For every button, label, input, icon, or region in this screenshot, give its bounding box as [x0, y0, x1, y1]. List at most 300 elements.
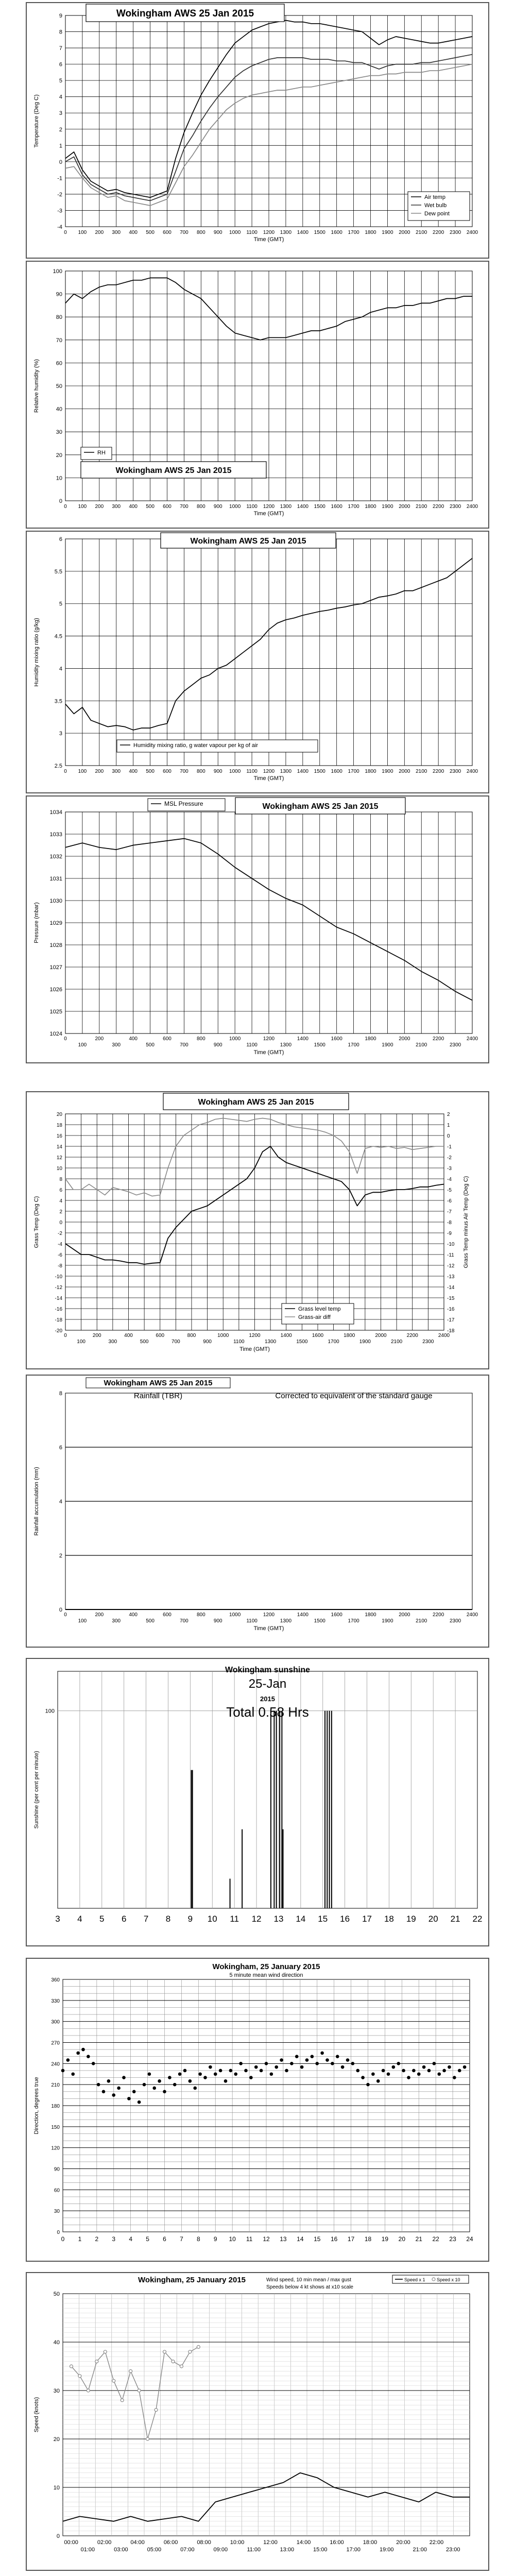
y-tick-label: 300: [51, 2019, 60, 2025]
x-tick-label: 1100: [246, 230, 258, 235]
x-tick-label: 10: [229, 2235, 236, 2243]
wind-direction-point: [437, 2072, 441, 2076]
x-tick-label: 1800: [365, 230, 376, 235]
y-tick-label: 5: [59, 601, 62, 607]
y-tick-label: 90: [56, 291, 62, 298]
chart-title: Wokingham sunshine: [225, 1666, 311, 1674]
x-tick-label: 14: [297, 2235, 304, 2243]
x-tick-label: 1900: [359, 1339, 371, 1345]
y-tick-label: 100: [45, 1708, 55, 1715]
x-tick-label: 700: [180, 769, 188, 774]
x-tick-label: 900: [213, 504, 222, 510]
y-tick-label: 16: [56, 1133, 62, 1139]
chart-title: Wokingham AWS 25 Jan 2015: [115, 466, 232, 475]
x-tick-label: 1700: [348, 230, 359, 235]
x-tick-label: 400: [124, 1333, 133, 1338]
wind-speed-x10-point: [146, 2437, 149, 2441]
y-tick-label: 1034: [49, 809, 62, 816]
x-tick-label: 2100: [391, 1339, 403, 1345]
x-tick-label: 2400: [466, 1036, 478, 1042]
y-tick-label: 30: [53, 2388, 60, 2394]
y-tick-label: 14: [56, 1144, 62, 1150]
wind-direction-point: [300, 2065, 304, 2069]
y-tick-label: 1032: [49, 854, 62, 860]
y-tick-label: 2: [59, 1553, 62, 1559]
x-tick-label: 400: [129, 230, 138, 235]
x-tick-label: 21: [450, 1914, 460, 1924]
wind-direction-point: [280, 2058, 283, 2062]
wind-direction-point: [66, 2058, 70, 2062]
y-tick-label: -4: [57, 224, 62, 230]
x-tick-label: 100: [78, 230, 87, 235]
legend-label: Grass level temp: [298, 1306, 341, 1312]
wind-direction-point: [183, 2069, 187, 2073]
x-tick-label: 400: [129, 769, 138, 774]
x-tick-label: 1900: [382, 504, 393, 510]
y-tick-label: 3.5: [54, 698, 62, 705]
legend-label: Dew point: [424, 211, 450, 217]
chart-note: Corrected to equivalent of the standard gauge: [275, 1392, 433, 1400]
x-tick-label: 1100: [233, 1339, 245, 1345]
wind-direction-point: [158, 2079, 161, 2083]
chart-subtitle: Wind speed, 10 min mean / max gust: [266, 2277, 352, 2283]
x-tick-label: 1800: [365, 504, 376, 510]
wind-direction-point: [336, 2055, 339, 2058]
x-tick-label: 23: [449, 2235, 456, 2243]
x-tick-label: 500: [146, 1618, 154, 1624]
x-tick-label: 22:00: [429, 2539, 444, 2546]
x-tick-label: 4: [129, 2235, 133, 2243]
wind-direction-point: [433, 2062, 436, 2065]
x-tick-label: 1700: [348, 504, 359, 510]
y-tick-label: 5: [59, 78, 62, 84]
x-tick-label: 600: [163, 230, 171, 235]
wind-direction-point: [71, 2072, 75, 2076]
x-tick-label: 1500: [314, 504, 325, 510]
x-tick-label: 2400: [466, 504, 478, 510]
y-tick-label: 0: [59, 498, 62, 504]
wind-direction-point: [290, 2062, 294, 2065]
chart-date: 25-Jan: [248, 1677, 287, 1691]
wind-direction-point: [203, 2076, 207, 2079]
x-tick-label: 2200: [433, 504, 444, 510]
wind-direction-point: [209, 2065, 212, 2069]
x-tick-label: 2300: [449, 1042, 461, 1048]
y-tick-label: -1: [57, 175, 62, 182]
wind-direction-point: [392, 2065, 396, 2069]
x-tick-label: 1900: [382, 769, 393, 774]
y-tick-label: 60: [54, 2188, 60, 2194]
wind-direction-point: [305, 2058, 309, 2062]
x-tick-label: 1500: [314, 1042, 325, 1048]
y-axis-label: Rainfall accumulation (mm): [33, 1467, 40, 1536]
y-tick-label: 70: [56, 337, 62, 344]
y-tick-label: 0: [59, 1220, 62, 1226]
y-tick-label: -17: [447, 1317, 455, 1323]
y-tick-label: -18: [55, 1317, 62, 1323]
wind-direction-point: [92, 2062, 95, 2065]
wind-direction-point: [382, 2069, 385, 2073]
x-tick-label: 2300: [449, 769, 461, 774]
x-tick-label: 08:00: [197, 2539, 211, 2546]
wind-direction-point: [387, 2072, 390, 2076]
y-axis-label: Grass Temp minus Air Temp (Deg C): [463, 1176, 469, 1268]
x-tick-label: 3: [55, 1914, 60, 1924]
wind-direction-point: [254, 2065, 258, 2069]
x-tick-label: 300: [112, 1042, 121, 1048]
x-tick-label: 19: [406, 1914, 416, 1924]
x-tick-label: 1500: [314, 1618, 325, 1624]
wind-direction-point: [127, 2097, 131, 2100]
x-tick-label: 03:00: [114, 2547, 128, 2553]
x-tick-label: 200: [95, 1612, 104, 1618]
x-tick-label: 600: [163, 769, 171, 774]
x-tick-label: 1400: [280, 1333, 292, 1338]
y-tick-label: -15: [447, 1296, 455, 1301]
x-tick-label: 16:00: [330, 2539, 344, 2546]
wind-direction-point: [361, 2076, 365, 2079]
x-tick-label: 1100: [246, 1042, 258, 1048]
x-tick-label: 1600: [331, 1036, 342, 1042]
y-tick-label: 180: [51, 2104, 60, 2109]
x-tick-label: 1800: [344, 1333, 355, 1338]
y-tick-label: -10: [55, 1274, 62, 1280]
x-tick-label: 13: [280, 2235, 287, 2243]
x-tick-label: 100: [77, 1339, 85, 1345]
wind-direction-point: [265, 2062, 268, 2065]
wind-direction-point: [107, 2079, 111, 2083]
mixing-ratio-chart: [27, 532, 488, 792]
y-tick-label: 40: [56, 406, 62, 413]
wind-direction-point: [198, 2072, 202, 2076]
x-tick-label: 8: [165, 1914, 171, 1924]
x-tick-label: 1500: [314, 769, 325, 774]
x-axis-label: Time (GMT): [253, 1049, 284, 1056]
y-tick-label: -4: [58, 1242, 62, 1247]
y-tick-label: 1027: [49, 964, 62, 971]
x-tick-label: 300: [112, 1618, 121, 1624]
x-tick-label: 3: [112, 2235, 116, 2243]
x-tick-label: 200: [95, 230, 104, 235]
x-tick-label: 1300: [280, 1042, 292, 1048]
wind-direction-point: [173, 2083, 177, 2087]
x-tick-label: 0: [64, 1036, 67, 1042]
y-tick-label: 120: [51, 2145, 60, 2151]
wind-direction-point: [346, 2058, 350, 2062]
wind-direction-point: [448, 2065, 451, 2069]
x-tick-label: 2100: [416, 1618, 427, 1624]
y-tick-label: -12: [55, 1285, 62, 1291]
wind-direction-point: [87, 2055, 90, 2058]
x-tick-label: 7: [180, 2235, 183, 2243]
x-tick-label: 15: [314, 2235, 321, 2243]
x-tick-label: 1900: [382, 230, 393, 235]
wind-direction-point: [219, 2069, 222, 2073]
x-tick-label: 1100: [246, 504, 258, 510]
x-tick-label: 2200: [433, 1036, 444, 1042]
x-tick-label: 17: [347, 2235, 355, 2243]
y-tick-label: 60: [56, 360, 62, 367]
x-tick-label: 0: [61, 2235, 65, 2243]
chart-total: Total 0.58 Hrs: [226, 1704, 309, 1720]
x-tick-label: 2100: [416, 769, 427, 774]
x-tick-label: 13: [273, 1914, 284, 1924]
pressure-chart-panel: [26, 795, 489, 1063]
x-tick-label: 2000: [399, 1612, 410, 1618]
y-axis-label: Temperature (Deg C): [33, 94, 40, 148]
x-tick-label: 500: [140, 1339, 149, 1345]
wind-direction-point: [97, 2083, 100, 2087]
y-tick-label: 2.5: [54, 763, 62, 769]
y-tick-label: 210: [51, 2082, 60, 2089]
x-tick-label: 13:00: [280, 2547, 295, 2553]
chart-title: Wokingham AWS 25 Jan 2015: [116, 8, 254, 19]
x-tick-label: 01:00: [80, 2547, 95, 2553]
y-tick-label: -8: [58, 1263, 62, 1269]
y-tick-label: 40: [53, 2340, 60, 2346]
chart-title: Wokingham AWS 25 Jan 2015: [198, 1097, 314, 1107]
x-tick-label: 11: [230, 1914, 239, 1924]
wind-speed-x10-point: [112, 2379, 115, 2382]
wind-direction-point: [163, 2090, 166, 2093]
y-tick-label: 360: [51, 1977, 60, 1983]
wind-direction-point: [417, 2072, 421, 2076]
wind-speed-x10-point: [95, 2360, 98, 2363]
x-tick-label: 100: [78, 1618, 87, 1624]
wind-speed-x10-point: [180, 2365, 183, 2368]
y-tick-label: 2: [59, 126, 62, 133]
x-tick-label: 800: [196, 769, 205, 774]
x-tick-label: 2100: [416, 230, 427, 235]
y-tick-label: 1: [59, 143, 62, 149]
wind-direction-point: [397, 2062, 400, 2065]
legend-box: [81, 447, 112, 460]
x-tick-label: 20:00: [396, 2539, 410, 2546]
y-tick-label: 1024: [49, 1031, 62, 1037]
y-tick-label: 1028: [49, 942, 62, 948]
y-tick-label: 100: [53, 268, 62, 275]
wind-direction-point: [148, 2072, 151, 2076]
y-tick-label: 0: [447, 1133, 450, 1139]
x-tick-label: 19:00: [380, 2547, 394, 2553]
x-tick-label: 800: [187, 1333, 196, 1338]
x-tick-label: 1300: [280, 230, 292, 235]
x-tick-label: 09:00: [213, 2547, 228, 2553]
x-tick-label: 0: [64, 1333, 67, 1338]
wind-direction-point: [152, 2087, 156, 2090]
x-tick-label: 200: [95, 504, 104, 510]
y-axis-label: Sunshine (per cent per minute): [33, 1751, 40, 1829]
y-tick-label: 1033: [49, 832, 62, 838]
y-tick-label: 18: [56, 1123, 62, 1128]
x-tick-label: 1100: [246, 1618, 258, 1624]
wind-direction-point: [356, 2069, 359, 2073]
x-tick-label: 12:00: [263, 2539, 278, 2546]
y-tick-label: 4: [59, 1198, 62, 1204]
y-tick-label: 330: [51, 1998, 60, 2004]
x-tick-label: 21: [415, 2235, 422, 2243]
x-tick-label: 9: [213, 2235, 217, 2243]
x-tick-label: 1000: [229, 230, 241, 235]
x-tick-label: 1800: [365, 769, 376, 774]
wind-direction-point: [325, 2058, 329, 2062]
x-tick-label: 04:00: [130, 2539, 145, 2546]
x-tick-label: 2300: [449, 504, 461, 510]
x-tick-label: 05:00: [147, 2547, 162, 2553]
x-tick-label: 6: [163, 2235, 166, 2243]
x-tick-label: 2: [95, 2235, 99, 2243]
x-tick-label: 10:00: [230, 2539, 245, 2546]
x-tick-label: 17:00: [346, 2547, 361, 2553]
sunshine-chart: [27, 1659, 488, 1945]
x-tick-label: 800: [196, 504, 205, 510]
wind-direction-point: [412, 2069, 416, 2073]
sunshine-chart-panel: [26, 1658, 489, 1946]
wind-direction-point: [132, 2090, 136, 2093]
chart-note: Speeds below 4 kt shows at x10 scale: [266, 2284, 353, 2290]
y-tick-label: 150: [51, 2124, 60, 2130]
y-tick-label: -18: [447, 1328, 455, 1334]
x-tick-label: 1600: [331, 504, 342, 510]
y-tick-label: 6: [59, 1445, 62, 1451]
y-axis-label: Grass Temp (Deg C): [33, 1196, 40, 1248]
y-tick-label: 8: [59, 29, 62, 36]
wind-direction-point: [122, 2076, 126, 2079]
wind-direction-point: [138, 2100, 141, 2104]
y-tick-label: 90: [54, 2166, 60, 2173]
y-tick-label: 20: [56, 452, 62, 459]
wind-speed-x10-point: [171, 2360, 175, 2363]
x-tick-label: 2200: [433, 769, 444, 774]
x-tick-label: 100: [78, 504, 87, 510]
x-tick-label: 2000: [399, 769, 410, 774]
x-axis-label: Time (GMT): [253, 1625, 284, 1632]
x-tick-label: 2200: [433, 1612, 444, 1618]
y-tick-label: -9: [447, 1231, 452, 1236]
wind-direction-point: [76, 2052, 80, 2055]
x-tick-label: 2400: [466, 230, 478, 235]
y-tick-label: 5.5: [54, 568, 62, 575]
y-tick-label: 30: [56, 429, 62, 436]
x-tick-label: 15:00: [313, 2547, 328, 2553]
y-tick-label: -3: [57, 208, 62, 214]
wind-speed-x10-point: [197, 2345, 200, 2348]
x-tick-label: 200: [95, 769, 104, 774]
legend-label: RH: [97, 450, 106, 456]
y-tick-label: 0: [56, 2533, 60, 2539]
wind-direction-point: [341, 2065, 345, 2069]
wind-direction-point: [402, 2069, 405, 2073]
humidity-chart-panel: [26, 261, 489, 529]
x-tick-label: 800: [196, 230, 205, 235]
x-tick-label: 12: [263, 2235, 270, 2243]
x-tick-label: 2200: [433, 230, 444, 235]
x-tick-label: 18:00: [363, 2539, 377, 2546]
x-axis-label: Time (GMT): [253, 511, 284, 517]
wind-speed-x10-point: [87, 2389, 90, 2392]
x-tick-label: 0: [64, 769, 67, 774]
wind-direction-point: [178, 2072, 182, 2076]
y-tick-label: 1031: [49, 876, 62, 882]
x-tick-label: 1700: [348, 1042, 359, 1048]
y-tick-label: -6: [58, 1252, 62, 1258]
x-tick-label: 2100: [416, 1042, 427, 1048]
x-tick-label: 1700: [348, 769, 359, 774]
x-tick-label: 23:00: [445, 2547, 460, 2553]
y-tick-label: 8: [59, 1177, 62, 1182]
wind-direction-point: [407, 2076, 410, 2079]
wind-direction-point: [270, 2072, 273, 2076]
y-tick-label: 2: [59, 1209, 62, 1215]
x-tick-label: 1200: [263, 1036, 275, 1042]
y-tick-label: 2: [447, 1112, 450, 1117]
rainfall-chart: [27, 1376, 488, 1647]
x-tick-label: 1600: [331, 1612, 342, 1618]
y-tick-label: -16: [447, 1307, 455, 1312]
x-tick-label: 2400: [466, 1612, 478, 1618]
y-tick-label: -14: [55, 1296, 62, 1301]
x-tick-label: 24: [466, 2235, 473, 2243]
y-tick-label: 3: [59, 731, 62, 737]
wind-speed-chart-panel: [26, 2272, 489, 2571]
wind-direction-point: [239, 2062, 243, 2065]
x-tick-label: 12: [251, 1914, 262, 1924]
x-tick-label: 1300: [265, 1339, 277, 1345]
wind-direction-point: [274, 2065, 278, 2069]
wind-direction-point: [376, 2079, 380, 2083]
y-tick-label: 12: [56, 1155, 62, 1161]
x-tick-label: 400: [129, 1036, 138, 1042]
x-tick-label: 1400: [297, 504, 308, 510]
y-tick-label: 0: [57, 2230, 60, 2235]
wind-direction-point: [453, 2076, 456, 2079]
x-tick-label: 22: [472, 1914, 483, 1924]
wind-speed-x10-point: [154, 2409, 158, 2412]
x-tick-label: 2400: [438, 1333, 450, 1338]
x-tick-label: 15: [318, 1914, 328, 1924]
x-tick-label: 1700: [328, 1339, 339, 1345]
wind-direction-point: [427, 2069, 431, 2073]
x-tick-label: 17: [362, 1914, 372, 1924]
x-tick-label: 0: [64, 504, 67, 510]
x-tick-label: 1400: [297, 769, 308, 774]
y-tick-label: 20: [56, 1112, 62, 1117]
chart-year: 2015: [260, 1695, 275, 1703]
x-tick-label: 500: [146, 769, 154, 774]
legend-label: Air temp: [424, 194, 445, 200]
x-tick-label: 600: [163, 1612, 171, 1618]
legend-label: Speed x 1: [404, 2277, 425, 2282]
x-tick-label: 1000: [229, 1612, 241, 1618]
x-tick-label: 400: [129, 1612, 138, 1618]
x-tick-label: 4: [77, 1914, 82, 1924]
x-tick-label: 1700: [348, 1618, 359, 1624]
x-tick-label: 500: [146, 504, 154, 510]
x-tick-label: 700: [171, 1339, 180, 1345]
chart-title: Wokingham, 25 January 2015: [138, 2276, 246, 2284]
wind-direction-point: [422, 2065, 426, 2069]
x-tick-label: 1400: [297, 1036, 308, 1042]
rainfall-chart-panel: [26, 1375, 489, 1648]
x-tick-label: 1500: [296, 1339, 308, 1345]
wind-direction-point: [188, 2079, 192, 2083]
x-tick-label: 300: [112, 230, 121, 235]
x-tick-label: 22: [432, 2235, 439, 2243]
y-tick-label: 7: [59, 45, 62, 52]
y-tick-label: -2: [447, 1155, 452, 1161]
x-tick-label: 9: [187, 1914, 193, 1924]
x-tick-label: 16: [340, 1914, 350, 1924]
